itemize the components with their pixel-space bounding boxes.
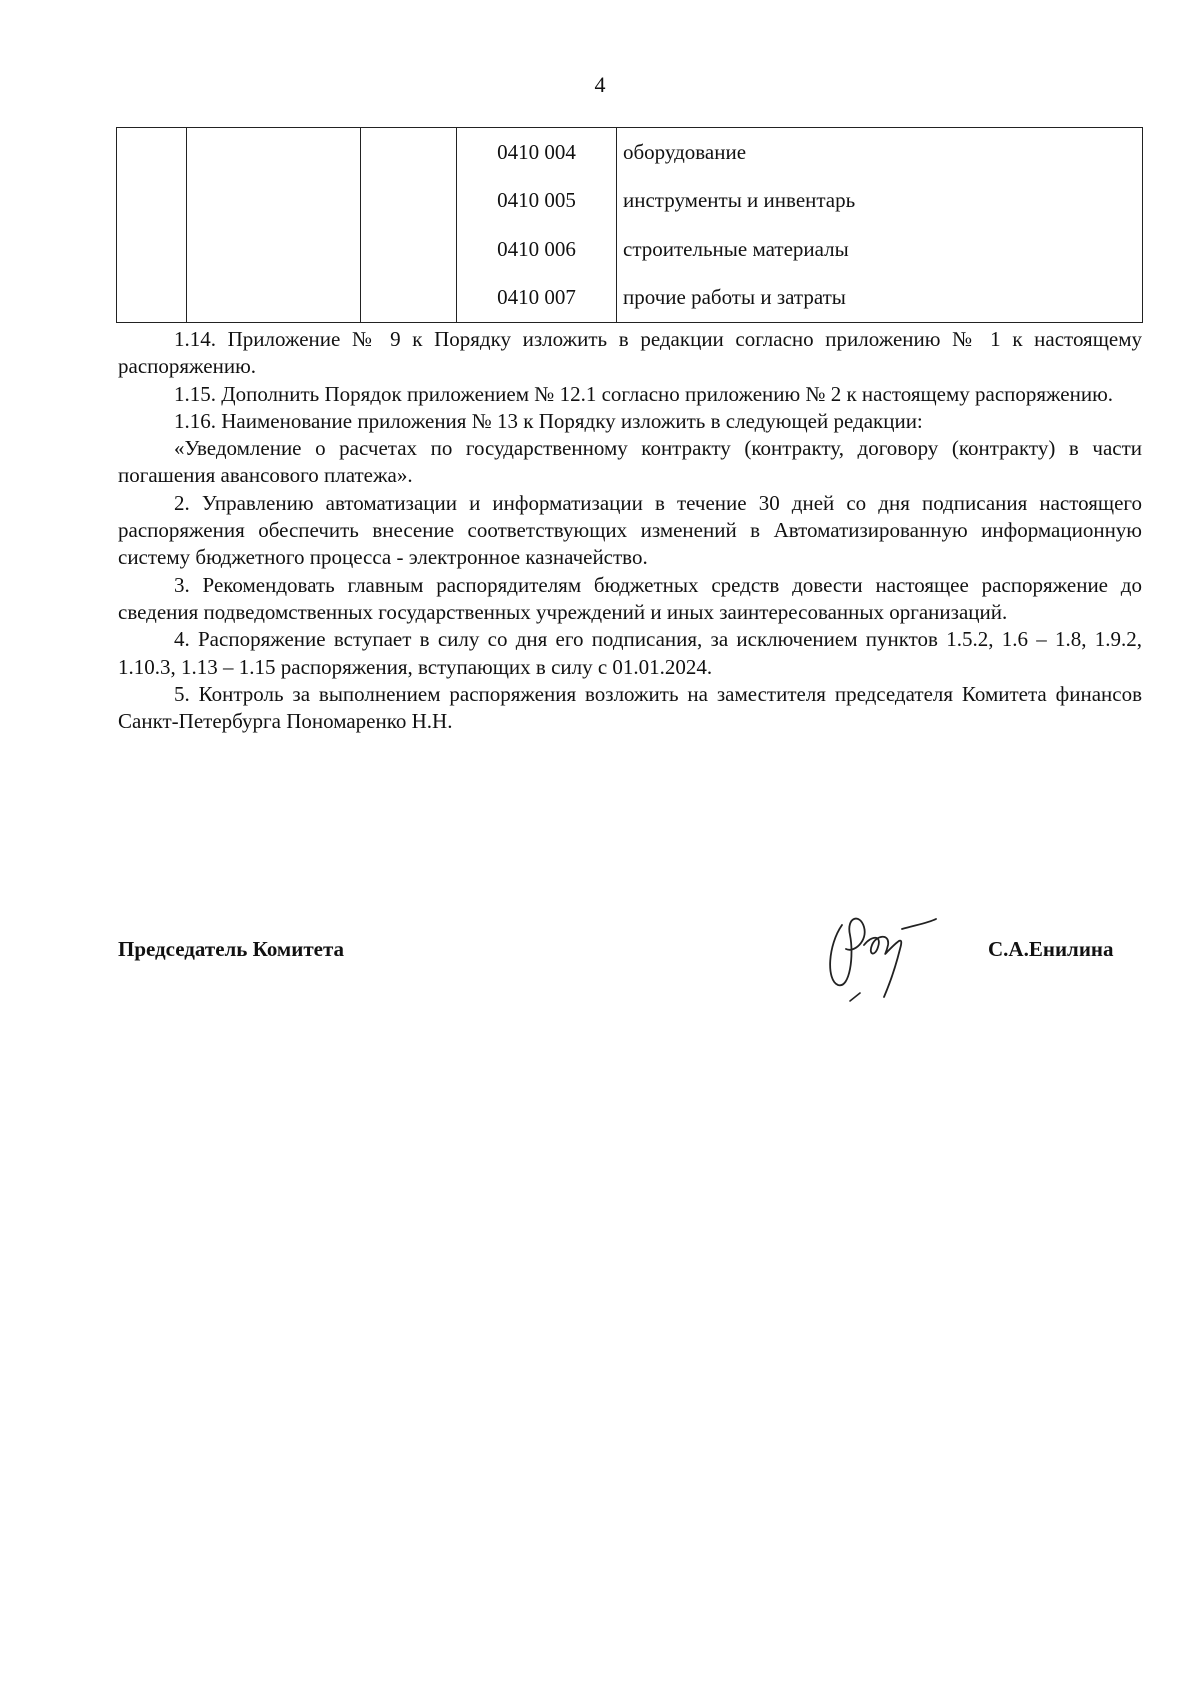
empty-cell	[361, 177, 457, 225]
empty-cell	[361, 225, 457, 273]
table-row	[117, 128, 1143, 177]
empty-cell	[361, 273, 457, 322]
empty-cell	[117, 128, 187, 177]
handwritten-signature	[820, 905, 950, 1010]
signatory-name: С.А.Енилина	[988, 937, 1114, 961]
empty-cell	[187, 225, 361, 273]
budget-code: 0410 007	[457, 273, 617, 322]
paragraph-2: 2. Управлению автоматизации и информатизации в течение 30 дней со дня подписания настоящего распоряжения обеспечить внесение соответствующих изменений в Автоматизированную информационную систему бюджетного процесса - электронное казначейство.	[118, 490, 1142, 570]
paragraph-quote: «Уведомление о расчетах по государственному контракту (контракту, договору (контракту) в части погашения авансового платежа».	[118, 436, 1142, 488]
paragraph-3: 3. Рекомендовать главным распорядителям бюджетных средств довести настоящее распоряжение до сведения подведомственных государственных учреждений и иных заинтересованных организаций.	[118, 572, 1142, 624]
paragraph-1-16: 1.16. Наименование приложения № 13 к Порядку изложить в следующей редакции:	[174, 408, 923, 433]
budget-code: 0410 005	[457, 177, 617, 225]
page-number: 4	[594, 72, 606, 97]
table-row	[117, 225, 1143, 273]
paragraph-5: 5. Контроль за выполнением распоряжения возложить на заместителя председателя Комитета финансов Санкт-Петербурга Пономаренко Н.Н.	[118, 681, 1142, 734]
table-row	[117, 177, 1143, 225]
expense-name: инструменты и инвентарь	[617, 177, 1143, 225]
empty-cell	[117, 225, 187, 273]
budget-code: 0410 006	[457, 225, 617, 273]
expense-name: прочие работы и затраты	[617, 273, 1143, 322]
budget-code: 0410 004	[457, 128, 617, 177]
codes-table	[116, 127, 1143, 323]
paragraph-1-14: 1.14. Приложение № 9 к Порядку изложить в редакции согласно приложению № 1 к настоящему распоряжению.	[118, 327, 1142, 379]
empty-cell	[187, 273, 361, 322]
signatory-title: Председатель Комитета	[118, 937, 345, 961]
paragraph-4: 4. Распоряжение вступает в силу со дня его подписания, за исключением пунктов 1.5.2, 1.6 – 1.8, 1.9.2, 1.10.3, 1.13 – 1.15 распоряжения, вступающих в силу с 01.01.2024.	[118, 627, 1142, 679]
empty-cell	[187, 177, 361, 225]
expense-name: строительные материалы	[617, 225, 1143, 273]
empty-cell	[187, 128, 361, 177]
table-row	[117, 273, 1143, 322]
paragraph-1-15: 1.15. Дополнить Порядок приложением № 12.1 согласно приложению № 2 к настоящему распоряжению.	[174, 381, 1114, 406]
document-body	[118, 326, 1142, 735]
empty-cell	[117, 177, 187, 225]
empty-cell	[361, 128, 457, 177]
empty-cell	[117, 273, 187, 322]
expense-name: оборудование	[617, 128, 1143, 177]
